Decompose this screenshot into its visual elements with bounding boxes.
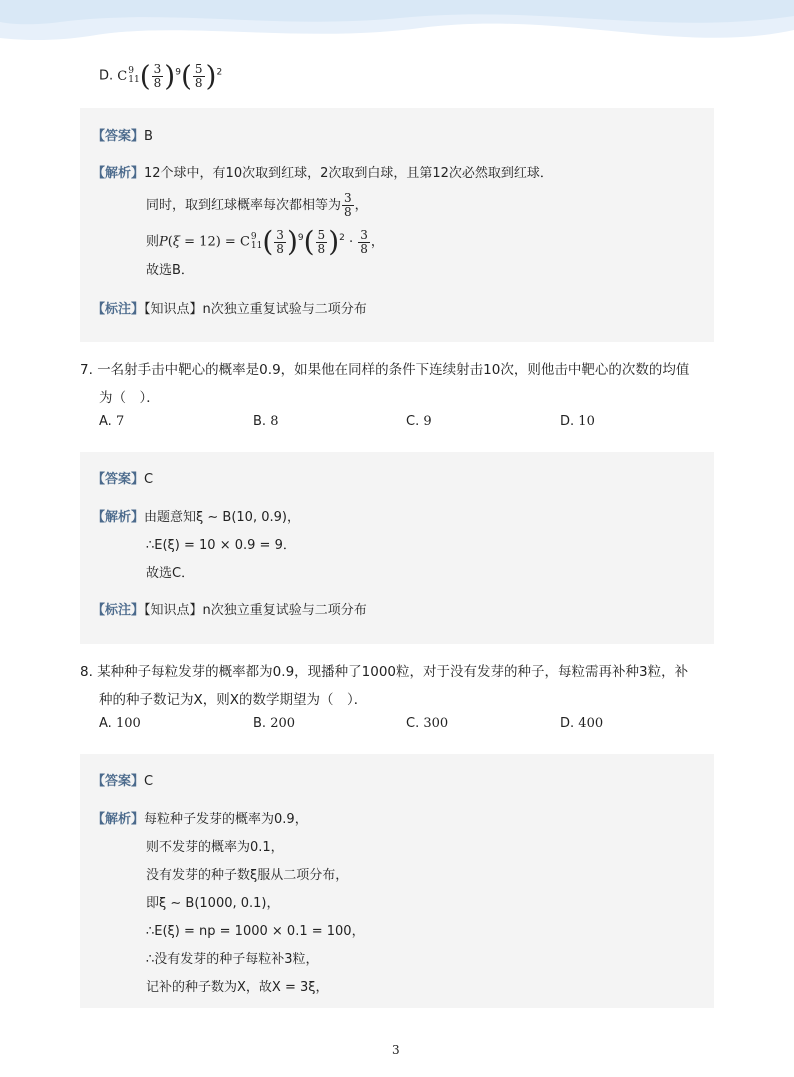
q8-option-b: B. 200 (253, 716, 296, 731)
q8-text-line2: 种的种子数记为X，则X的数学期望为（ ）． (99, 692, 368, 708)
answer-tag: 【答案】 (92, 129, 145, 144)
q7-analysis-line1: 由题意知ξ ∼ B(10, 0.9)， (144, 510, 300, 525)
q8-answer-row (92, 772, 153, 792)
q6-analysis-line4: 故选B． (146, 263, 194, 278)
q7-answer-row (92, 470, 153, 490)
q7-question (80, 358, 689, 378)
answer-tag: 【答案】 (92, 774, 145, 789)
q7-option-a: A. 7 (99, 414, 125, 429)
q6-answer-value: B (144, 129, 153, 144)
q7-analysis-line2: ∴E(ξ) = 10 × 0.9 = 9． (146, 538, 296, 553)
q7-text-line1: 一名射手击中靶心的概率是0.9，如果他在同样的条件下连续射击10次，则他击中靶心的次数的均值 (97, 362, 690, 378)
q8-analysis-line: ∴E(ξ) = np = 1000 × 0.1 = 100， (146, 924, 365, 939)
note-tag: 【标注】 (92, 603, 145, 618)
q6-analysis-row (92, 164, 553, 184)
q7-option-c: C. 9 (406, 414, 432, 429)
q7-text-line2: 为（ ）． (99, 390, 160, 406)
q7-note: 【知识点】n次独立重复试验与二项分布 (144, 603, 367, 618)
q8-analysis-line: 每粒种子发芽的概率为0.9， (144, 812, 308, 827)
header-wave-decoration (0, 0, 794, 60)
analysis-tag: 【解析】 (92, 166, 145, 181)
q6-option-d (99, 59, 223, 92)
q8-question (80, 660, 688, 680)
q8-analysis-row (92, 810, 308, 830)
q6-analysis-line1: 12个球中，有10次取到红球，2次取到白球，且第12次必然取到红球． (144, 166, 553, 181)
answer-tag: 【答案】 (92, 472, 145, 487)
q6-answer-box (80, 108, 714, 342)
q8-analysis-line: 没有发芽的种子数ξ服从二项分布， (146, 868, 349, 883)
q7-option-b: B. 8 (253, 414, 279, 429)
q8-option-d: D. 400 (560, 716, 604, 731)
q7-analysis-row (92, 508, 300, 528)
q6-note-row (92, 300, 367, 320)
q6-analysis-line3: 则P(ξ = 12) = C 9 11 ( $\frac{3}{8}$ )$^9$( $\frac{5}{8}$ )$^2$ · $\frac{3}{8}$ ， (146, 225, 384, 258)
q7-note-row (92, 601, 367, 621)
q7-answer-value: C (144, 472, 154, 487)
q8-answer-box (80, 754, 714, 1008)
q7-answer-box (80, 452, 714, 644)
q8-option-a: A. 100 (99, 716, 141, 731)
q8-analysis-line: 记补的种子数为X，故X = 3ξ， (146, 980, 329, 995)
q7-analysis-line3: 故选C． (146, 566, 195, 581)
analysis-tag: 【解析】 (92, 812, 145, 827)
q8-option-c: C. 300 (406, 716, 449, 731)
q6-analysis-line2: 同时，取到红球概率每次都相等为 $\frac{3}{8}$ ， (146, 191, 368, 219)
q7-number: 7. (80, 362, 93, 378)
q8-analysis-line: ∴没有发芽的种子每粒补3粒， (146, 952, 319, 967)
q8-analysis-line: 即ξ ∼ B(1000, 0.1)， (146, 896, 280, 911)
q8-text-line1: 某种种子每粒发芽的概率都为0.9，现播种了1000粒，对于没有发芽的种子，每粒需再补种3粒，补 (97, 664, 689, 680)
q8-number: 8. (80, 664, 93, 680)
q6-answer-row (92, 127, 153, 147)
q8-answer-value: C (144, 774, 154, 789)
analysis-tag: 【解析】 (92, 510, 145, 525)
q6-note: 【知识点】n次独立重复试验与二项分布 (144, 302, 367, 317)
q7-option-d: D. 10 (560, 414, 595, 429)
note-tag: 【标注】 (92, 302, 145, 317)
page-number: 3 (392, 1043, 400, 1057)
q6-option-d-label: D. (99, 68, 114, 84)
q8-analysis-line: 则不发芽的概率为0.1， (146, 840, 284, 855)
q6-option-d-formula: C 9 11 ( $\frac{3}{8}$ )$^9$( $\frac{5}{8}$ )$^2$ (117, 59, 223, 92)
